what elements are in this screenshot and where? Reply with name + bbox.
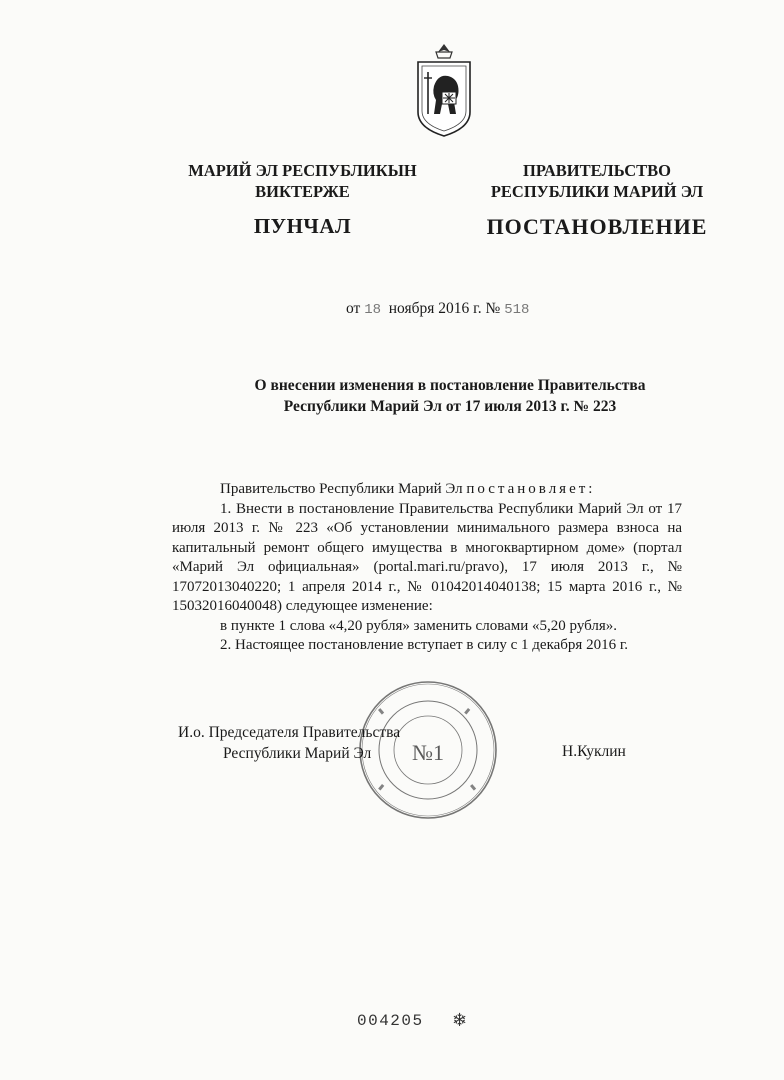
title-line2: Республики Марий Эл от 17 июля 2013 г. № 223 <box>283 398 617 415</box>
header-marii <box>160 160 445 237</box>
stamp-number: №1 <box>412 740 444 765</box>
header-right-doc-type: ПОСТАНОВЛЕНИЕ <box>486 214 708 239</box>
resolution-number: 518 <box>504 302 530 318</box>
coat-of-arms-emblem <box>414 42 474 138</box>
paragraph-2: 2. Настоящее постановление вступает в силу с 1 декабря 2016 г. <box>220 637 629 653</box>
date-month-year: ноября 2016 г. № <box>388 300 501 317</box>
header-left-doc-type: ПУНЧАЛ <box>253 214 352 238</box>
signatory-position <box>178 722 400 764</box>
date-prefix: от <box>346 300 361 317</box>
intro-spaced-word: постановляет: <box>466 481 596 497</box>
position-line2: Республики Марий Эл <box>223 745 372 762</box>
title-line1: О внесении изменения в постановление Правительства <box>254 377 646 394</box>
date-line <box>346 300 529 318</box>
snowflake-icon: ❄ <box>452 1010 468 1030</box>
header-right-line1: ПРАВИТЕЛЬСТВО <box>523 161 671 180</box>
paragraph-amendment: в пункте 1 слова «4,20 рубля» заменить словами «5,20 рубля». <box>220 617 618 634</box>
intro-text: Правительство Республики Марий Эл <box>220 481 463 497</box>
signatory-name: Н.Куклин <box>562 743 626 760</box>
document-body <box>172 480 682 656</box>
position-line1: И.о. Председателя Правительства <box>178 724 401 741</box>
header-right-line2: РЕСПУБЛИКИ МАРИЙ ЭЛ <box>490 182 704 201</box>
date-day: 18 <box>364 302 382 318</box>
header-left-line1: МАРИЙ ЭЛ РЕСПУБЛИКЫН <box>188 161 417 180</box>
form-serial-number: 004205 <box>357 1012 424 1030</box>
paragraph-1: 1. Внести в постановление Правительства Республики Марий Эл от 17 июля 2013 г. № 223 «Об установлении минимального размера взноса на капитальный ремонт общего имущества в многоквартирном доме» (портал «Марий Эл официальная» (portal.mari.ru/pravo), 17 июля 2013 г., № 17072013040220; 1 апреля 2014 г., № 01042014040138; 15 марта 2016 г., № 15032016040048) следующее изменение: <box>172 500 682 614</box>
header-russian <box>462 160 732 237</box>
header-left-line2: ВИКТЕРЖЕ <box>255 182 350 201</box>
document-title <box>120 375 780 417</box>
intro-paragraph <box>172 480 682 500</box>
